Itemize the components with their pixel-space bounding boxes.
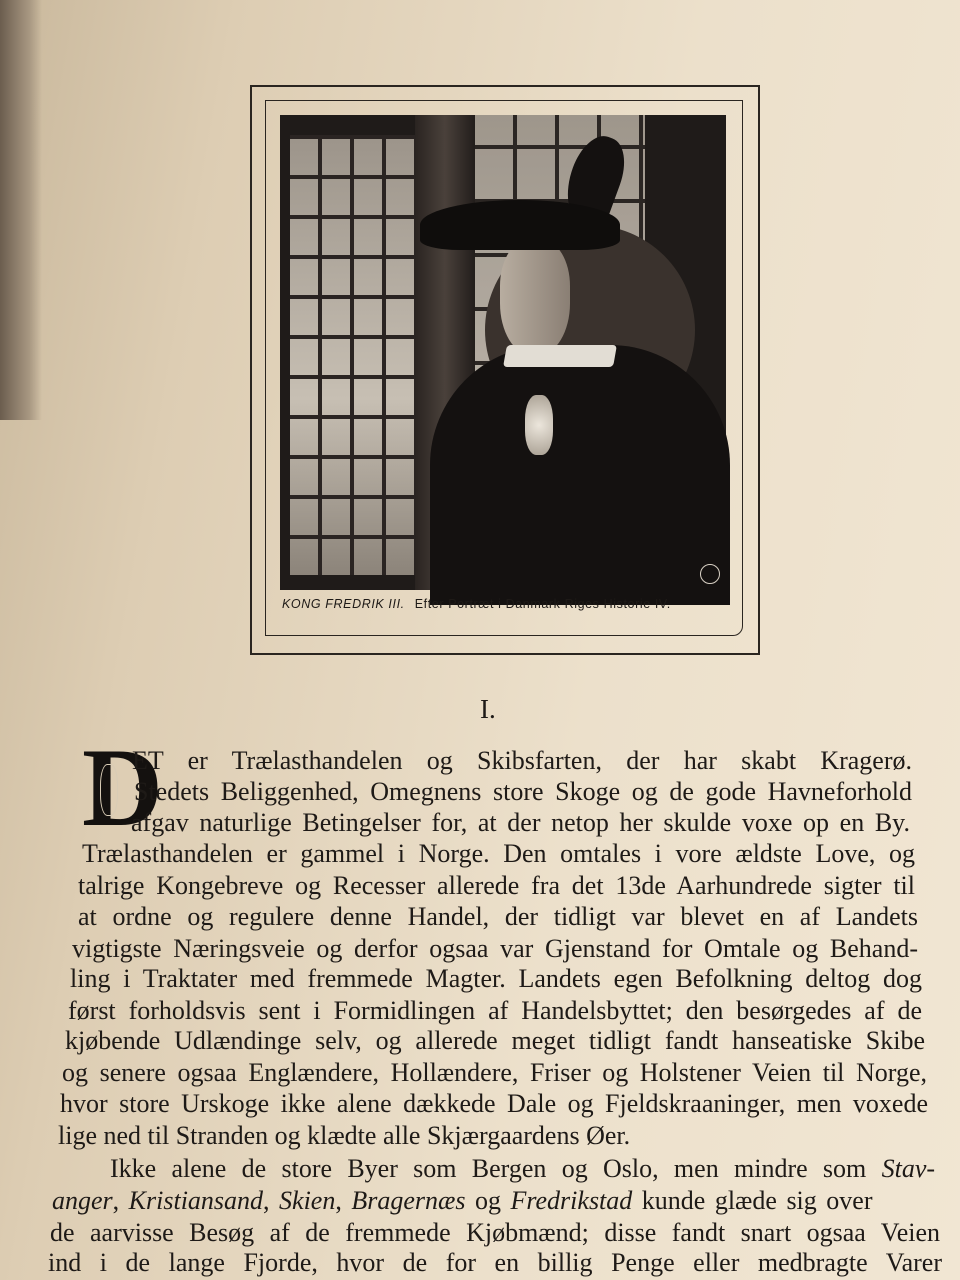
place-name: Skien <box>279 1186 336 1215</box>
text-line: talrige Kongebreve og Recesser allerede fra det 13de Aarhundrede sigter til <box>78 871 915 900</box>
text-line: vigtigste Næringsveie og derfor ogsaa var Gjenstand for Omtale og Behand- <box>72 934 918 963</box>
figure-body <box>430 345 730 605</box>
text-line: ET er Trælasthandelen og Skibsfarten, der har skabt Kragerø. <box>132 746 912 775</box>
chapter-number: I. <box>480 694 496 724</box>
text-line: ind i de lange Fjorde, hvor de for en billig Penge eller medbragte Varer <box>48 1248 942 1277</box>
hat <box>420 200 620 250</box>
text-segment: kunde glæde sig over <box>632 1186 873 1215</box>
text-segment: , <box>335 1186 352 1215</box>
caption-title: KONG FREDRIK III. <box>282 597 405 611</box>
window-left <box>290 135 415 575</box>
collar <box>503 345 617 367</box>
text-line: Trælasthandelen er gammel i Norge. Den omtales i vore ældste Love, og <box>82 839 915 868</box>
caption-source: Efter Portræt i Danmark Riges Historie IV. <box>414 597 671 611</box>
text-segment: , <box>263 1186 280 1215</box>
place-name: Bragernæs <box>351 1186 466 1215</box>
text-line: de aarvisse Besøg af de fremmede Kjøbmænd; disse fandt snart ogsaa Veien <box>50 1218 940 1247</box>
text-segment: , <box>112 1186 129 1215</box>
place-name: anger <box>52 1186 113 1215</box>
text-line: først forholdsvis sent i Formidlingen af Handelsbyttet; den besørgedes af de <box>68 996 922 1025</box>
publisher-stamp-icon <box>700 564 720 584</box>
face <box>500 240 570 355</box>
place-name: Fredrikstad <box>510 1186 633 1215</box>
text-line: kjøbende Udlændinge selv, og allerede meget tidligt fandt hanseatiske Skibe <box>65 1026 925 1055</box>
text-line: at ordne og regulere denne Handel, der tidligt var blevet en af Landets <box>78 902 918 931</box>
text-line: Stedets Beliggenhed, Omegnens store Skoge og de gode Havneforhold <box>134 777 912 806</box>
portrait-image <box>280 115 726 590</box>
text-line <box>52 1186 938 1216</box>
text-line: lige ned til Stranden og klædte alle Skjærgaardens Øer. <box>58 1121 631 1150</box>
text-italic-segment: Stav- <box>881 1154 936 1183</box>
text-line: ling i Traktater med fremmede Magter. Landets egen Befolkning deltog dog <box>70 964 922 993</box>
text-line: afgav naturlige Betingelser for, at der netop her skulde voxe op en By. <box>131 808 910 837</box>
medal-order <box>525 395 553 455</box>
drop-cap: D <box>82 726 163 850</box>
text-line: og senere ogsaa Englændere, Hollændere, Friser og Holstener Veien til Norge, <box>62 1058 927 1087</box>
figure-caption <box>282 597 728 611</box>
text-segment: og <box>465 1186 511 1215</box>
text-line: hvor store Urskoge ikke alene dækkede Dale og Fjeldskraaninger, men voxede <box>60 1089 928 1118</box>
adjacent-page-edge <box>0 0 42 420</box>
text-line <box>110 1154 935 1184</box>
text-segment: Ikke alene de store Byer som Bergen og Oslo, men mindre som <box>110 1154 867 1183</box>
place-name: Kristiansand <box>128 1186 264 1215</box>
